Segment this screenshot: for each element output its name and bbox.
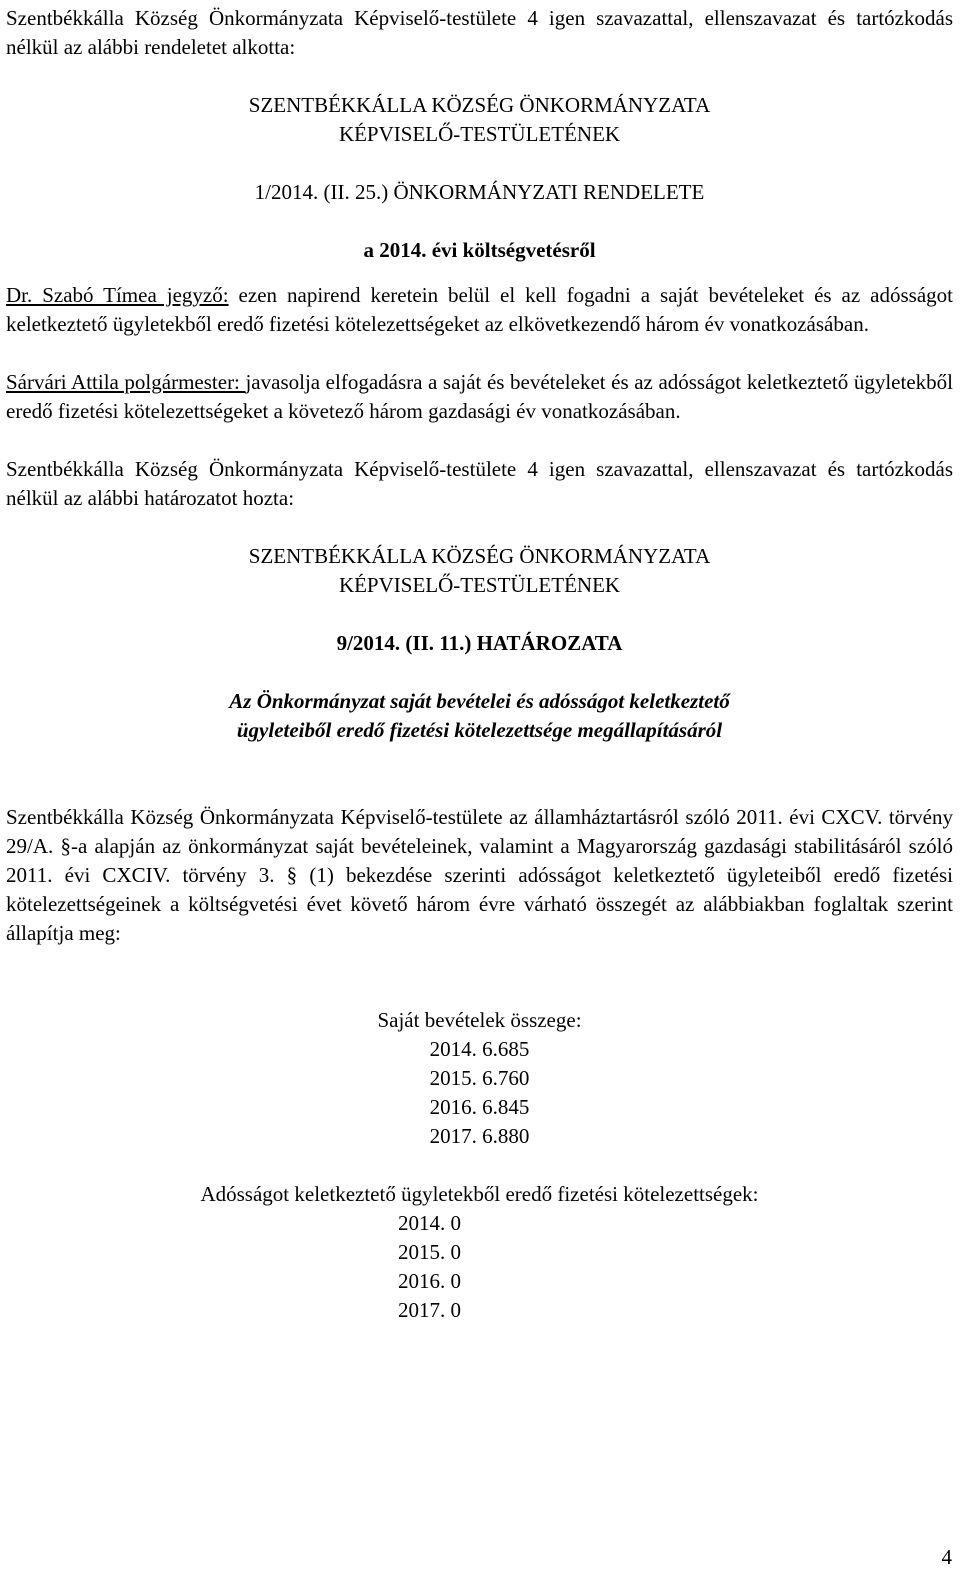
own-revenue-heading: Saját bevételek összege: (377, 1008, 582, 1032)
clerk-paragraph (6, 281, 953, 339)
mayor-paragraph (6, 368, 953, 426)
hatarozat-subject (6, 687, 953, 745)
debt-heading: Adósságot keletkeztető ügyletekből eredő fizetési kötelezettségek: (200, 1182, 759, 1206)
decision-intro-paragraph: Szentbékkálla Község Önkormányzata Képviselő-testülete 4 igen szavazattal, ellenszavazat és tartózkodás nélkül az alábbi határozatot hozta: (6, 457, 953, 510)
page-number: 4 (941, 1545, 952, 1569)
own-revenue-block (6, 1006, 953, 1151)
own-revenue-row: 2014. 6.685 (429, 1037, 530, 1061)
debt-row: 2016. 0 (398, 1269, 461, 1293)
council-heading-1 (6, 91, 953, 149)
council-heading-line2: KÉPVISELŐ-TESTÜLETÉNEK (338, 573, 621, 597)
debt-list (398, 1209, 461, 1325)
debt-block (6, 1180, 953, 1325)
rendelet-title: 1/2014. (II. 25.) ÖNKORMÁNYZATI RENDELETE (254, 180, 705, 204)
own-revenue-row: 2017. 6.880 (429, 1124, 530, 1148)
decision-body-paragraph: Szentbékkálla Község Önkormányzata Képviselő-testülete az államháztartásról szóló 2011. évi CXCV. törvény 29/A. §-a alapján az önkormányzat saját bevételeinek, valamint a Magyarország gazdasági stabilitásáról szóló 2011. évi CXCIV. törvény 3. § (1) bekezdése szerinti adósságot keletkeztető ügyleteiből eredő fizetési kötelezettségeinek a költségvetési évet követő három évre várható összegét az alábbiakban foglaltak szerint állapítja meg: (6, 805, 953, 945)
debt-row: 2017. 0 (398, 1298, 461, 1322)
hatarozat-subject-line1: Az Önkormányzat saját bevételei és adósságot keletkeztető (229, 689, 730, 713)
council-heading-line1: SZENTBÉKKÁLLA KÖZSÉG ÖNKORMÁNYZATA (248, 544, 711, 568)
own-revenue-row: 2016. 6.845 (429, 1095, 530, 1119)
council-heading-line2: KÉPVISELŐ-TESTÜLETÉNEK (338, 122, 621, 146)
clerk-text: ezen napirend keretein belül el kell fogadni a saját bevételeket és az adósságot keletkeztető ügyletekből eredő fizetési kötelezettségeket az elkövetkezendő három év vonatkozásában. (6, 283, 953, 336)
council-heading-line1: SZENTBÉKKÁLLA KÖZSÉG ÖNKORMÁNYZATA (248, 93, 711, 117)
hatarozat-subject-line2: ügyleteiből eredő fizetési kötelezettsége megállapításáról (236, 718, 723, 742)
debt-row: 2014. 0 (398, 1211, 461, 1235)
document-page (6, 4, 953, 1325)
own-revenue-row: 2015. 6.760 (429, 1066, 530, 1090)
clerk-speaker: Dr. Szabó Tímea jegyző: (6, 283, 229, 307)
hatarozat-title: 9/2014. (II. 11.) HATÁROZATA (336, 631, 623, 655)
rendelet-subtitle: a 2014. évi költségvetésről (363, 238, 596, 262)
council-heading-2 (6, 542, 953, 600)
debt-row: 2015. 0 (398, 1240, 461, 1264)
mayor-text: javasolja elfogadásra a saját és bevételeket és az adósságot keletkeztető ügyletekből eredő fizetési kötelezettségeket a követező három gazdasági év vonatkozásában. (6, 370, 953, 423)
mayor-speaker: Sárvári Attila polgármester: (6, 370, 246, 394)
own-revenue-list (430, 1035, 530, 1151)
intro-paragraph: Szentbékkálla Község Önkormányzata Képviselő-testülete 4 igen szavazattal, ellenszavazat és tartózkodás nélkül az alábbi rendeletet alkotta: (6, 6, 953, 59)
